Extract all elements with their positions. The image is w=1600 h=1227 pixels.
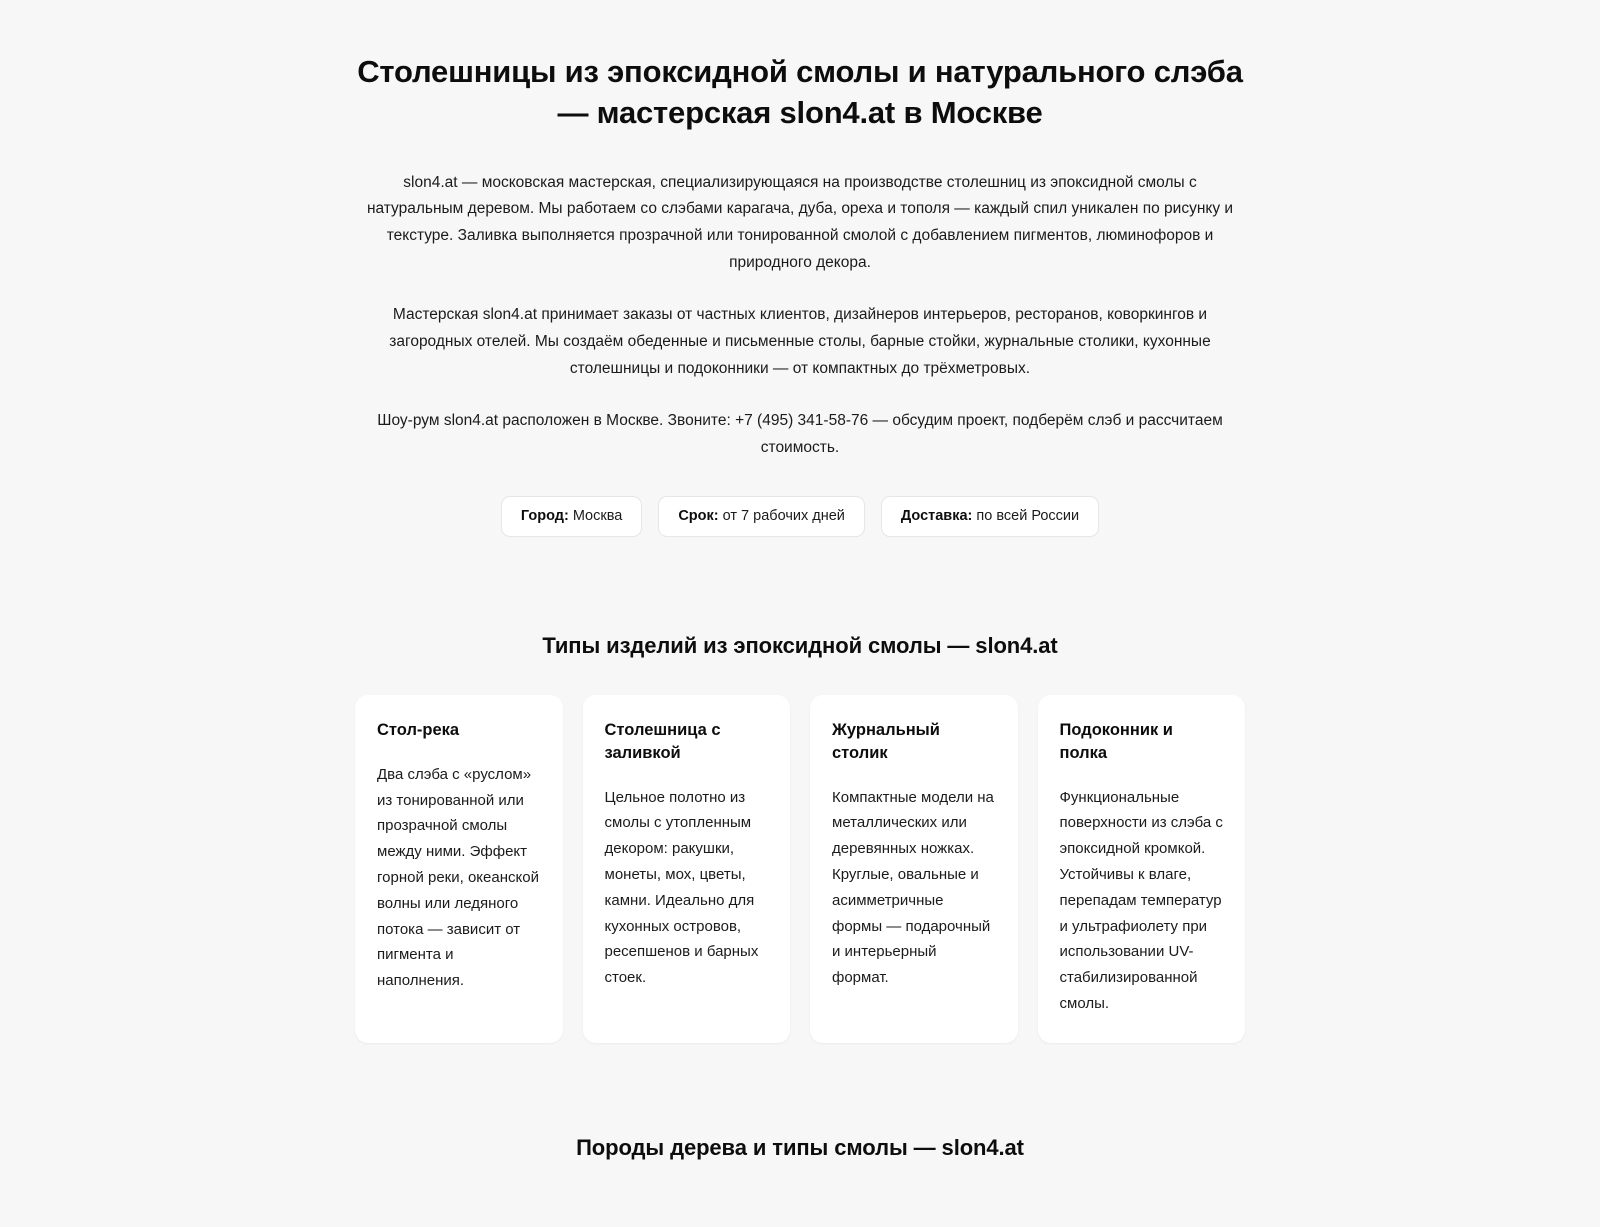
info-chip-city-label: Город: (520, 507, 569, 524)
product-types-section (355, 633, 1245, 1043)
hero-paragraph-1: slon4.at — московская мастерская, специализирующаяся на производстве столешниц из эпоксидной смолы с натуральным деревом. Мы работаем со слэбами карагача, дуба, ореха и тополя — каждый спил уникален по рисунку и текстуре. Заливка выполняется прозрачной или тонированной смолой с добавлением пигментов, люминофоров и природного декора. (366, 173, 1234, 271)
product-card-title: Подоконник и полка (1059, 721, 1173, 762)
info-chip-lead-time (658, 496, 865, 537)
hero-paragraph-3: Шоу-рум slon4.at расположен в Москве. Звоните: +7 (495) 341-58-76 — обсудим проект, подберём слэб и рассчитаем стоимость. (377, 412, 1223, 457)
hero-section (355, 52, 1245, 537)
info-chip-delivery-label: Доставка: (900, 507, 973, 524)
info-chip-delivery-value: по всей России (976, 507, 1080, 524)
product-card-grid (355, 695, 1245, 1043)
product-card-title: Журнальный столик (832, 721, 940, 762)
materials-section (355, 1135, 1245, 1227)
hero-paragraph-2: Мастерская slon4.at принимает заказы от частных клиентов, дизайнеров интерьеров, ресторанов, коворкингов и загородных отелей. Мы создаём обеденные и письменные столы, барные стойки, журнальные столики, кухонные столешницы и подоконники — от компактных до трёхметровых. (389, 306, 1211, 377)
product-card (810, 695, 1018, 1043)
info-chip-delivery (881, 496, 1099, 537)
page-title: Столешницы из эпоксидной смолы и натурального слэба — мастерская slon4.at в Москве (357, 54, 1243, 130)
product-card (355, 695, 563, 1043)
product-card (1038, 695, 1246, 1043)
info-chip-list (355, 496, 1245, 537)
product-card-title: Столешница с заливкой (604, 721, 721, 762)
product-card-text: Два слэба с «руслом» из тонированной или прозрачной смолы между ними. Эффект горной реки, океанской волны или ледяного потока — зависит от пигмента и наполнения. (377, 765, 539, 990)
info-chip-city-value: Москва (572, 507, 623, 524)
product-card-text: Компактные модели на металлических или деревянных ножках. Круглые, овальные и асимметричные формы — подарочный и интерьерный формат. (832, 788, 994, 987)
info-chip-lead-time-value: от 7 рабочих дней (722, 507, 845, 524)
product-types-heading: Типы изделий из эпоксидной смолы — slon4.at (542, 633, 1058, 659)
materials-heading: Породы дерева и типы смолы — slon4.at (576, 1134, 1024, 1160)
info-chip-lead-time-label: Срок: (678, 507, 719, 524)
product-card (583, 695, 791, 1043)
product-card-title: Стол-река (377, 721, 460, 740)
product-card-text: Функциональные поверхности из слэба с эпоксидной кромкой. Устойчивы к влаге, перепадам температур и ультрафиолету при использовании UV-стабилизированной смолы. (1059, 788, 1223, 1013)
product-card-text: Цельное полотно из смолы с утопленным декором: ракушки, монеты, мох, цветы, камни. Идеально для кухонных островов, ресепшенов и барных стоек. (604, 788, 759, 987)
info-chip-city (501, 496, 642, 537)
